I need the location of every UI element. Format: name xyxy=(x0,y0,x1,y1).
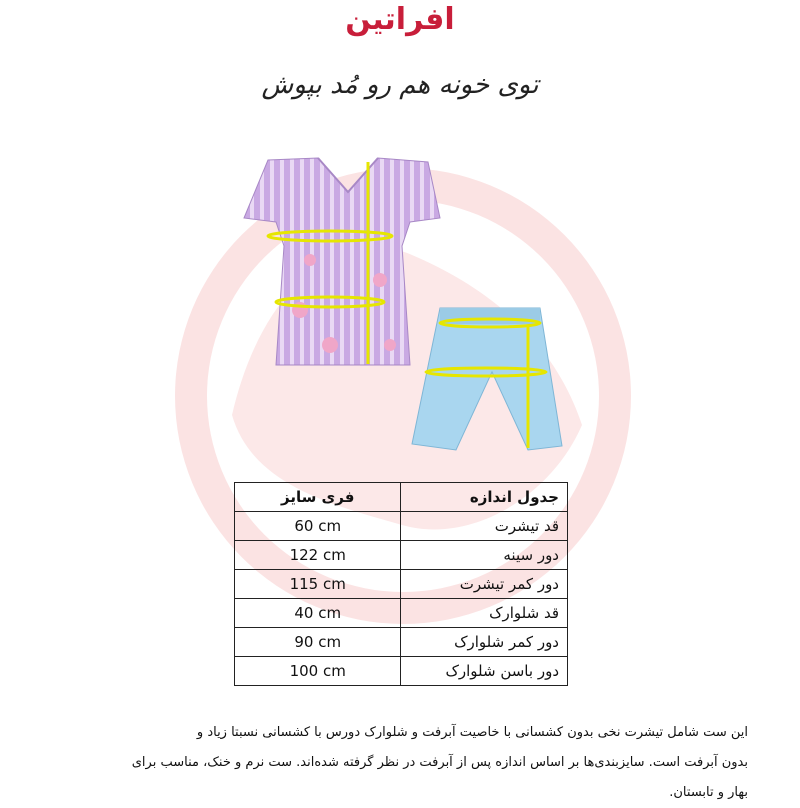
size-value: 122 cm xyxy=(235,541,401,570)
table-row xyxy=(235,657,568,686)
size-table-header-value: فری سایز xyxy=(235,483,401,512)
size-label: قد تیشرت xyxy=(401,512,568,541)
size-label: قد شلوارک xyxy=(401,599,568,628)
size-value: 40 cm xyxy=(235,599,401,628)
size-label: دور باسن شلوارک xyxy=(401,657,568,686)
description-line: بدون آبرفت است. سایزبندی‌ها بر اساس اندازه پس از آبرفت در نظر گرفته شده‌اند. ست نرم و خنک، مناسب برای xyxy=(131,755,748,770)
size-value: 100 cm xyxy=(235,657,401,686)
tshirt-shape xyxy=(244,158,440,365)
table-row xyxy=(235,512,568,541)
description-line: این ست شامل تیشرت نخی بدون کشسانی با خاصیت آبرفت و شلوارک دورس با کشسانی نسبتا زیاد و xyxy=(196,725,748,740)
size-table xyxy=(234,482,568,686)
size-value: 115 cm xyxy=(235,570,401,599)
shorts-shape xyxy=(412,308,562,450)
size-label: دور کمر تیشرت xyxy=(401,570,568,599)
product-description xyxy=(30,718,748,808)
brand-logo: افراتین xyxy=(345,2,455,37)
garment-illustration xyxy=(230,150,590,460)
table-row xyxy=(235,628,568,657)
table-row xyxy=(235,570,568,599)
table-row xyxy=(235,541,568,570)
size-value: 90 cm xyxy=(235,628,401,657)
description-line: بهار و تابستان. xyxy=(669,785,748,800)
size-label: دور سینه xyxy=(401,541,568,570)
size-table-header-row xyxy=(235,483,568,512)
size-value: 60 cm xyxy=(235,512,401,541)
size-table-header-label: جدول اندازه xyxy=(401,483,568,512)
size-label: دور کمر شلوارک xyxy=(401,628,568,657)
tagline: توی خونه هم رو مُد بپوش xyxy=(261,70,539,100)
table-row xyxy=(235,599,568,628)
